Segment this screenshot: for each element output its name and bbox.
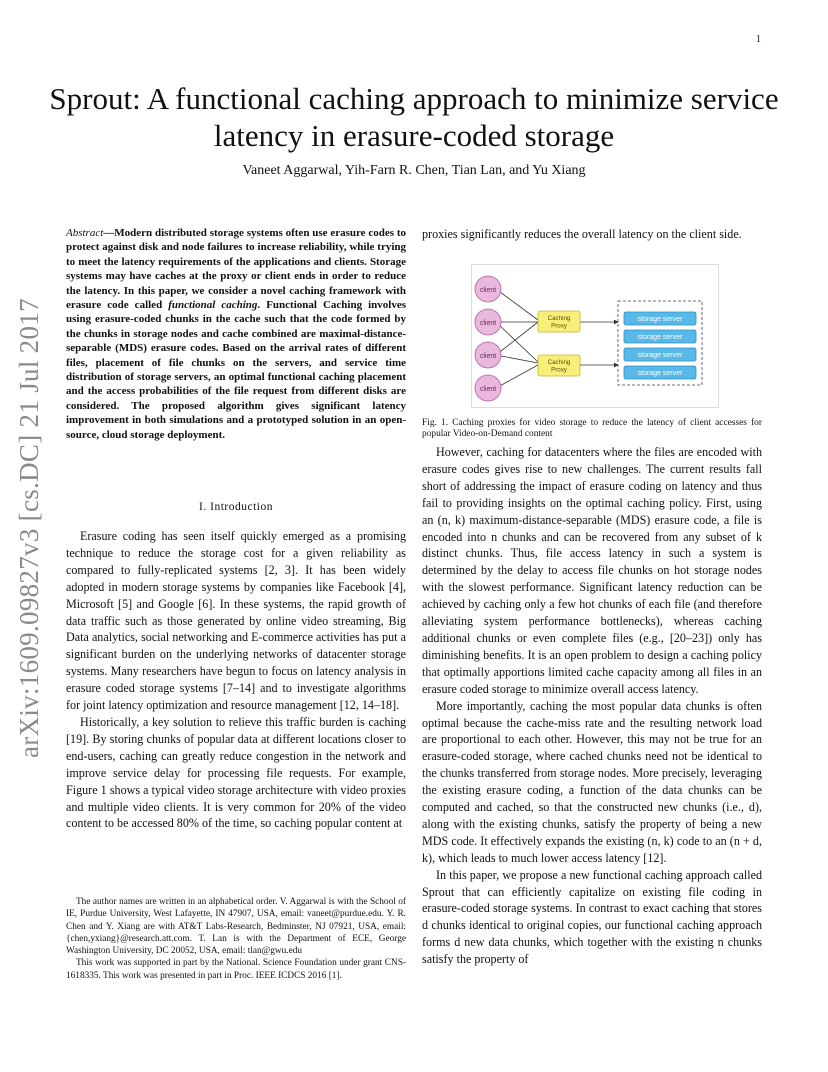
page-number: 1 xyxy=(756,34,761,45)
introduction-body xyxy=(66,528,406,832)
client-label: client xyxy=(479,320,497,327)
footnote-funding: This work was supported in part by the National. Science Foundation under grant CNS-1618335. This work was presented in part in Proc. IEEE ICDCS 2016 [1]. xyxy=(66,958,406,981)
abstract-text-after: . Functional Caching involves using erasure-coded chunks in the cache such that the code formed by the chunks in storage nodes and cache combined are maximal-distance-separable (MDS) erasure codes. Based on the arrival rates of different files, placement of file chunks on the servers, and service time distribution of storage servers, an optimal functional caching placement and the access probabilities of the file request from different disks are considered. The proposed algorithm gives significant latency improvement in both simulations and a prototyped solution in an open-source, cloud storage deployment. xyxy=(66,299,407,441)
storage-server-label: storage server xyxy=(637,316,683,323)
storage-servers xyxy=(624,312,696,379)
figure-1-caption: Fig. 1. Caching proxies for video storage to reduce the latency of client accesses for popular Video-on-Demand content xyxy=(422,418,762,440)
paragraph: However, caching for datacenters where the files are encoded with erasure codes gives rise to new challenges. The current results fall short of addressing the impact of erasure coding on latency and thus fail to providing insights on the optimal caching policy. First, using an (n, k) maximum-distance-separable (MDS) erasure code, a file is encoded into n chunks and can be recovered from any subset of k distinct chunks. Thus, file access latency in such a system is determined by the delay to access file chunks on hot storage nodes with the slowest performance. Significant latency reduction can be achieved by caching only a few hot chunks of each file (and therefore alleviating system performance bottlenecks), whereas caching additional chunks or even complete files (e.g., [20–23]) only has diminishing benefits. It is an open problem to design a caching policy that optimally apportions limited cache capacity among all files in an erasure coded storage to minimize overall access latency. xyxy=(422,445,762,696)
proxy-nodes xyxy=(538,311,580,376)
paper-authors: Vaneet Aggarwal, Yih-Farn R. Chen, Tian Lan, and Yu Xiang xyxy=(242,163,586,178)
proxy-label: Caching Proxy xyxy=(547,315,571,330)
paragraph: Erasure coding has seen itself quickly emerged as a promising technique to reduce the storage cost for a given reliability as compared to fully-replicated systems [2, 3]. It has been widely adopted in modern storage systems by companies like Facebook [4], Microsoft [5] and Google [6]. In these systems, the rapid growth of data traffic such as those generated by online video streaming, Big Data analytics, social networking and E-commerce activities has put a significant burden on the underlying networks of datacenter storage systems. Many researchers have begun to focus on latency analysis in erasure coded storage systems [7–14] and to investigate algorithms for joint latency optimization and resource management [12, 14–18]. xyxy=(66,529,406,713)
figure-1-diagram xyxy=(471,264,719,408)
abstract-text-before: —Modern distributed storage systems often use erasure codes to protect against disk and node failures to increase reliability, while trying to meet the latency requirements of the applications and clients. Storage systems may have caches at the proxy or client ends in order to reduce the latency. In this paper, we consider a novel caching framework with erasure code called xyxy=(66,227,406,312)
paragraph: More importantly, caching the most popular data chunks is often optimal because the cache-miss rate and the resulting network load are proportional to each other. However, this may not be true for an erasure-coded storage, where cached chunks need not be identical to the chunks transferred from storage nodes. More precisely, leveraging the existing erasure coding, a function of the data chunks can be computed and cached, so that the constructed new chunks (i.e., d), along with the existing chunks, satisfy the property of being a new MDS code. It effectively expands the existing (n, k) code to an (n + d, k), which leads to much lower access latency [12]. xyxy=(422,698,762,865)
abstract-label: Abstract xyxy=(66,227,104,239)
arxiv-identifier: arXiv:1609.09827v3 [cs.DC] 21 Jul 2017 xyxy=(14,298,44,758)
proxy-label: Caching Proxy xyxy=(547,359,571,374)
footnotes xyxy=(66,896,406,982)
footnote-authors: The author names are written in an alphabetical order. V. Aggarwal is with the School of IE, Purdue University, West Lafayette, IN 47907, USA, email: vaneet@purdue.edu. Y. R. Chen and Y. Xiang are with AT&T Labs-Research, Bedminster, NJ 07921, USA, email: {chen,yxiang}@research.att.com. T. Lan is with the Department of ECE, George Washington University, DC 20052, USA, email: tlan@gwu.edu xyxy=(66,897,406,957)
paragraph: In this paper, we propose a new functional caching approach called Sprout that can efficiently capitalize on existing file coding in erasure-coded storage systems. In contrast to exact caching that stores d chunks identical to original copies, our functional caching approach forms d new data chunks, which together with the existing n chunks satisfy the property of xyxy=(422,867,762,967)
storage-server-label: storage server xyxy=(637,334,683,341)
client-label: client xyxy=(479,353,497,360)
caching-architecture-svg xyxy=(472,265,718,407)
section-heading-introduction: I. Introduction xyxy=(199,501,273,513)
storage-server-label: storage server xyxy=(637,352,683,359)
storage-server-label: storage server xyxy=(637,370,683,377)
right-column-top-text: proxies significantly reduces the overall latency on the client side. xyxy=(422,227,742,241)
paragraph: Historically, a key solution to relieve this traffic burden is caching [19]. By storing chunks of popular data at different locations closer to end-users, caching can greatly reduce congestion in the network and improve service delay for processing file requests. For example, Figure 1 shows a typical video storage architecture with video proxies and multiple video clients. It is very common for 20% of the video content to be accessed 80% of the time, so caching popular content at xyxy=(66,714,406,831)
paper-title: Sprout: A functional caching approach to minimize service latency in erasure-coded storage xyxy=(49,81,779,153)
right-column-body xyxy=(422,444,762,968)
client-label: client xyxy=(479,287,497,294)
abstract xyxy=(66,226,406,442)
abstract-emphasis: functional caching xyxy=(168,299,258,312)
client-label: client xyxy=(479,386,497,393)
client-nodes xyxy=(475,276,501,401)
